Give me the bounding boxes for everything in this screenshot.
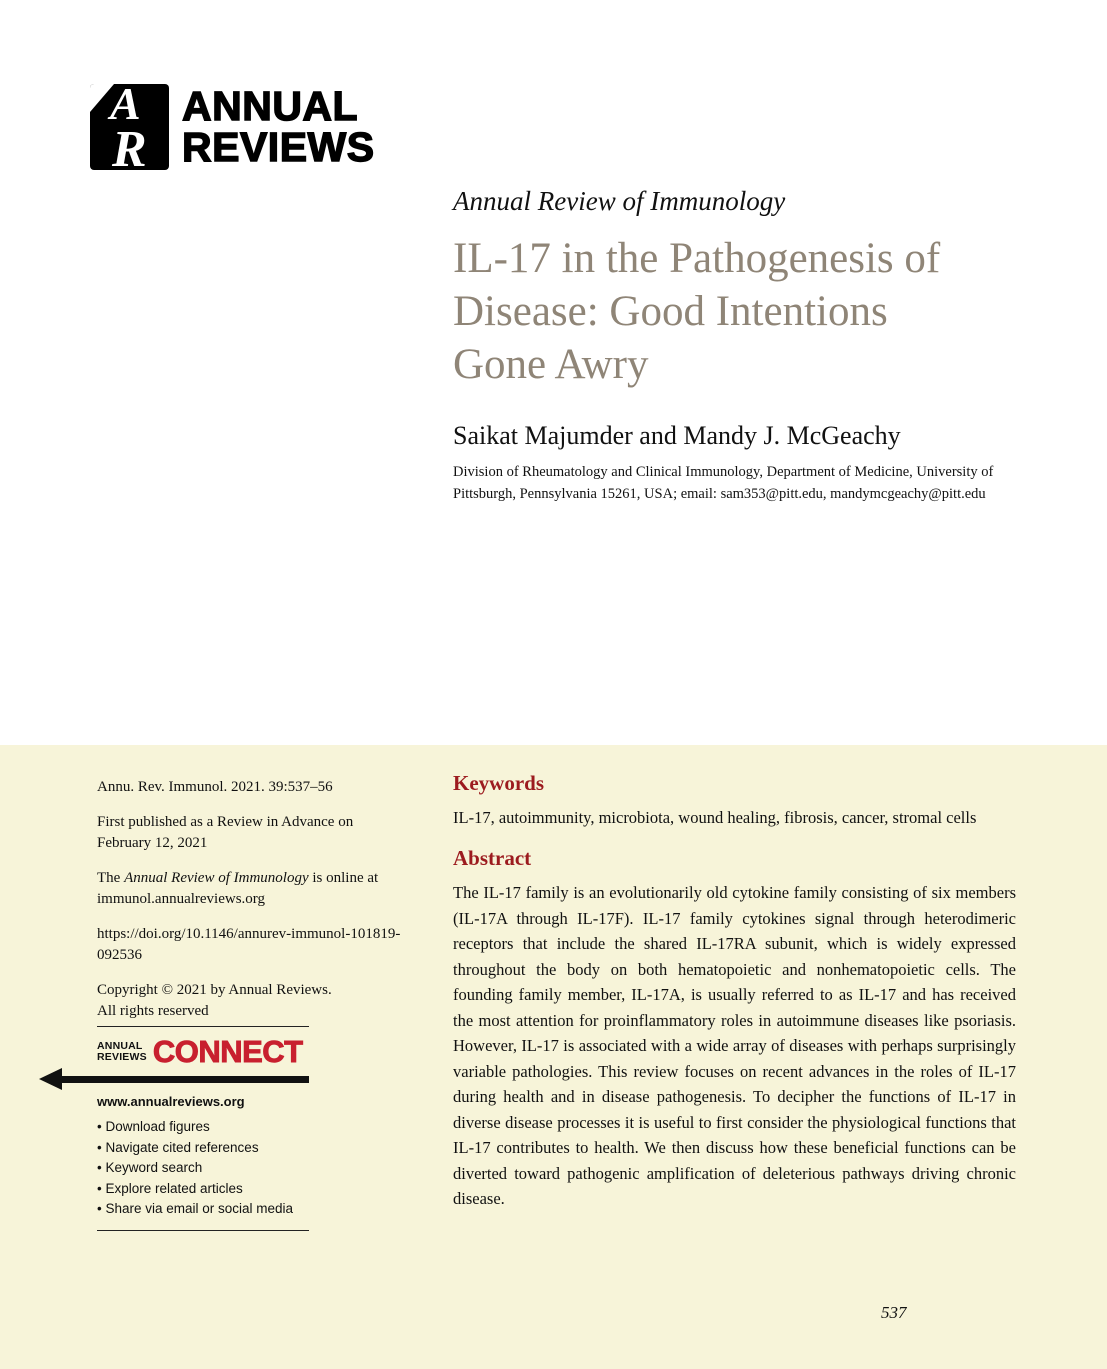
series-title: Annual Review of Immunology: [453, 186, 786, 216]
keywords-text: IL-17, autoimmunity, microbiota, wound healing, fibrosis, cancer, stromal cells: [453, 808, 977, 827]
connect-feature-download-figures: • Download figures: [97, 1117, 309, 1138]
article-title: [453, 232, 1023, 391]
copyright-notice: Copyright © 2021 by Annual Reviews. All rights reserved: [97, 981, 332, 1019]
connect-wordmark: CONNECT: [152, 1034, 303, 1069]
wordmark-line-1: ANNUAL: [182, 83, 359, 129]
abstract-text: The IL-17 family is an evolutionarily old cytokine family consisting of six members (IL-17A through IL-17F). IL-17 family cytokines signal through heterodimeric receptors that include the shared IL-17RA subunit, which is widely expressed throughout the body on both hematopoietic and nonhematopoietic cells. The founding family member, IL-17A, is usually referred to as IL-17 and has received the most attention for proinflammatory roles in autoimmune diseases like psoriasis. However, IL-17 is associated with a wide array of diseases with perhaps surprisingly variable pathologies. This review focuses on recent advances in the roles of IL-17 during health and in disease pathogenesis. To decipher the functions of IL-17 in diverse disease processes it is useful to first consider the physiological functions that IL-17 contributes to health. We then discuss how these beneficial functions can be diverted toward pathogenic amplification of deleterious pathways driving chronic disease.: [453, 883, 1016, 1208]
publication-metadata: [97, 777, 423, 1036]
annual-reviews-masthead: [90, 84, 375, 170]
abstract-heading: Abstract: [453, 846, 532, 870]
logo-letter-r: R: [112, 121, 147, 170]
connect-feature-share: • Share via email or social media: [97, 1199, 309, 1220]
connect-website-url[interactable]: www.annualreviews.org: [97, 1094, 245, 1109]
article-title-line-3: Gone Awry: [453, 341, 649, 388]
annual-reviews-logo-icon: [90, 84, 169, 170]
article-title-line-2: Disease: Good Intentions: [453, 288, 888, 335]
connect-logo-small-text: ANNUAL REVIEWS: [97, 1039, 147, 1063]
logo-letter-a: A: [110, 84, 141, 129]
annual-reviews-connect-box: [97, 1026, 309, 1231]
connect-logo: [97, 1036, 309, 1068]
journal-online-url[interactable]: immunol.annualreviews.org: [97, 891, 266, 907]
journal-name-italic: Annual Review of Immunology: [124, 869, 309, 886]
keywords-abstract-column: [453, 771, 1016, 1212]
keywords-heading: Keywords: [453, 771, 544, 795]
author-affiliation: Division of Rheumatology and Clinical Immunology, Department of Medicine, University of Pittsburgh, Pennsylvania 15261, USA; email: sam353@pitt.edu, mandymcgeachy@pitt.edu: [453, 464, 994, 502]
connect-feature-explore-articles: • Explore related articles: [97, 1179, 309, 1200]
article-header: [453, 186, 1023, 505]
article-title-line-1: IL-17 in the Pathogenesis of: [453, 235, 941, 282]
first-published-note: First published as a Review in Advance on February 12, 2021: [97, 813, 354, 851]
citation-line: Annu. Rev. Immunol. 2021. 39:537–56: [97, 779, 333, 795]
connect-feature-navigate-references: • Navigate cited references: [97, 1138, 309, 1159]
annual-reviews-wordmark: [182, 83, 375, 170]
connect-feature-keyword-search: • Keyword search: [97, 1158, 309, 1179]
author-names: Saikat Majumder and Mandy J. McGeachy: [453, 421, 901, 450]
wordmark-line-2: REVIEWS: [182, 124, 375, 170]
abstract-panel: [0, 745, 1107, 1369]
page-number: 537: [881, 1303, 907, 1322]
left-arrow-icon: [61, 1076, 309, 1083]
connect-feature-list: [97, 1117, 309, 1220]
online-availability-note: The Annual Review of Immunology is online at immunol.annualreviews.org: [97, 868, 423, 911]
doi-link[interactable]: https://doi.org/10.1146/annurev-immunol-101819- 092536: [97, 925, 401, 963]
